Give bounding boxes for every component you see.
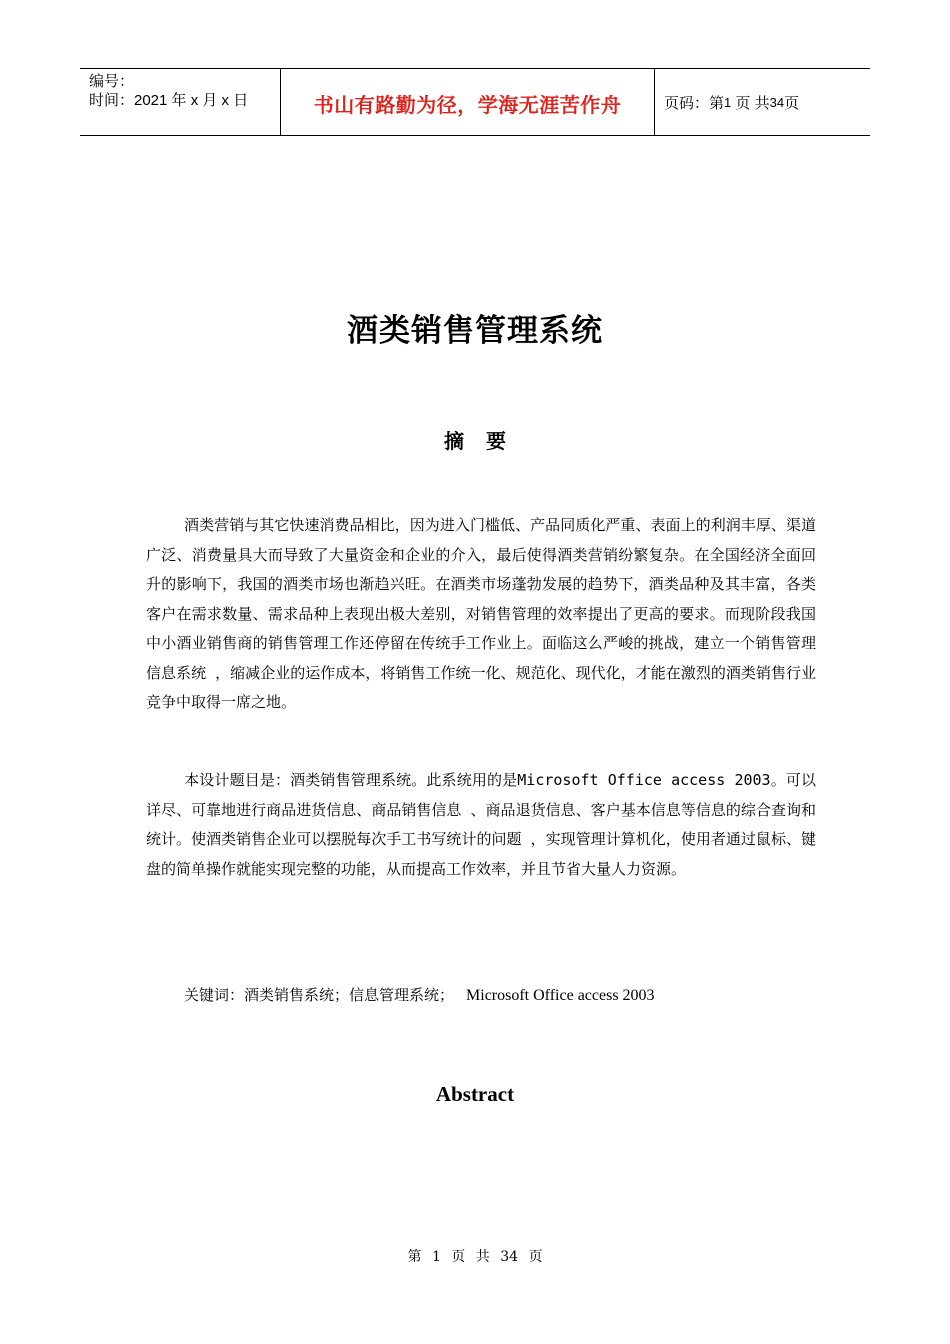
- document-title: 酒类销售管理系统: [347, 313, 603, 349]
- keywords-line: [184, 984, 655, 1005]
- abstract-paragraph-1: [146, 511, 816, 718]
- header-page-number: 1: [724, 94, 732, 110]
- page-header: [80, 68, 870, 136]
- abstract-paragraph-2: [146, 766, 816, 884]
- header-page-mid: 页 共: [735, 94, 770, 112]
- abstract-english-heading: Abstract: [435, 1082, 515, 1106]
- header-page-prefix: 页码：第: [664, 94, 725, 112]
- header-page-total: 34: [769, 94, 785, 110]
- keywords-english: Microsoft Office access 2003: [466, 987, 655, 1004]
- header-page-suffix: 页: [784, 94, 800, 112]
- keywords-label: 关键词：酒类销售系统；信息管理系统；: [184, 986, 455, 1004]
- header-page-info: [655, 69, 870, 135]
- header-meta-cell: [80, 69, 281, 135]
- page-footer: 第 1 页 共 34 页: [407, 1249, 543, 1265]
- header-motto: 书山有路勤为径，学海无涯苦作舟: [281, 69, 655, 135]
- paragraph-2-text: 本设计题目是：酒类销售管理系统。此系统用的是Microsoft Office access 2003。可以详尽、可靠地进行商品进货信息、商品销售信息 、商品退货信息、客户基本信息等信息的综合查询和统计。使酒类销售企业可以摆脱每次手工书写统计的问题 ，实现管理计算机化，使用者通过鼠标、键盘的简单操作就能实现完整的功能，从而提高工作效率，并且节省大量人力资源。: [146, 771, 816, 878]
- header-date-label: 时间：2021 年 x 月 x 日: [89, 92, 249, 109]
- paragraph-1-text: 酒类营销与其它快速消费品相比，因为进入门槛低、产品同质化严重、表面上的利润丰厚、渠道广泛、消费量具大而导致了大量资金和企业的介入，最后使得酒类营销纷繁复杂。在全国经济全面回升的影响下，我国的酒类市场也渐趋兴旺。在酒类市场蓬勃发展的趋势下，酒类品种及其丰富，各类客户在需求数量、需求品种上表现出极大差别，对销售管理的效率提出了更高的要求。而现阶段我国中小酒业销售商的销售管理工作还停留在传统手工作业上。面临这么严峻的挑战，建立一个销售管理信息系统 ，缩减企业的运作成本，将销售工作统一化、规范化、现代化，才能在激烈的酒类销售行业竞争中取得一席之地。: [146, 516, 816, 711]
- header-number-label: 编号：: [89, 73, 135, 90]
- abstract-heading: 摘要: [444, 429, 528, 453]
